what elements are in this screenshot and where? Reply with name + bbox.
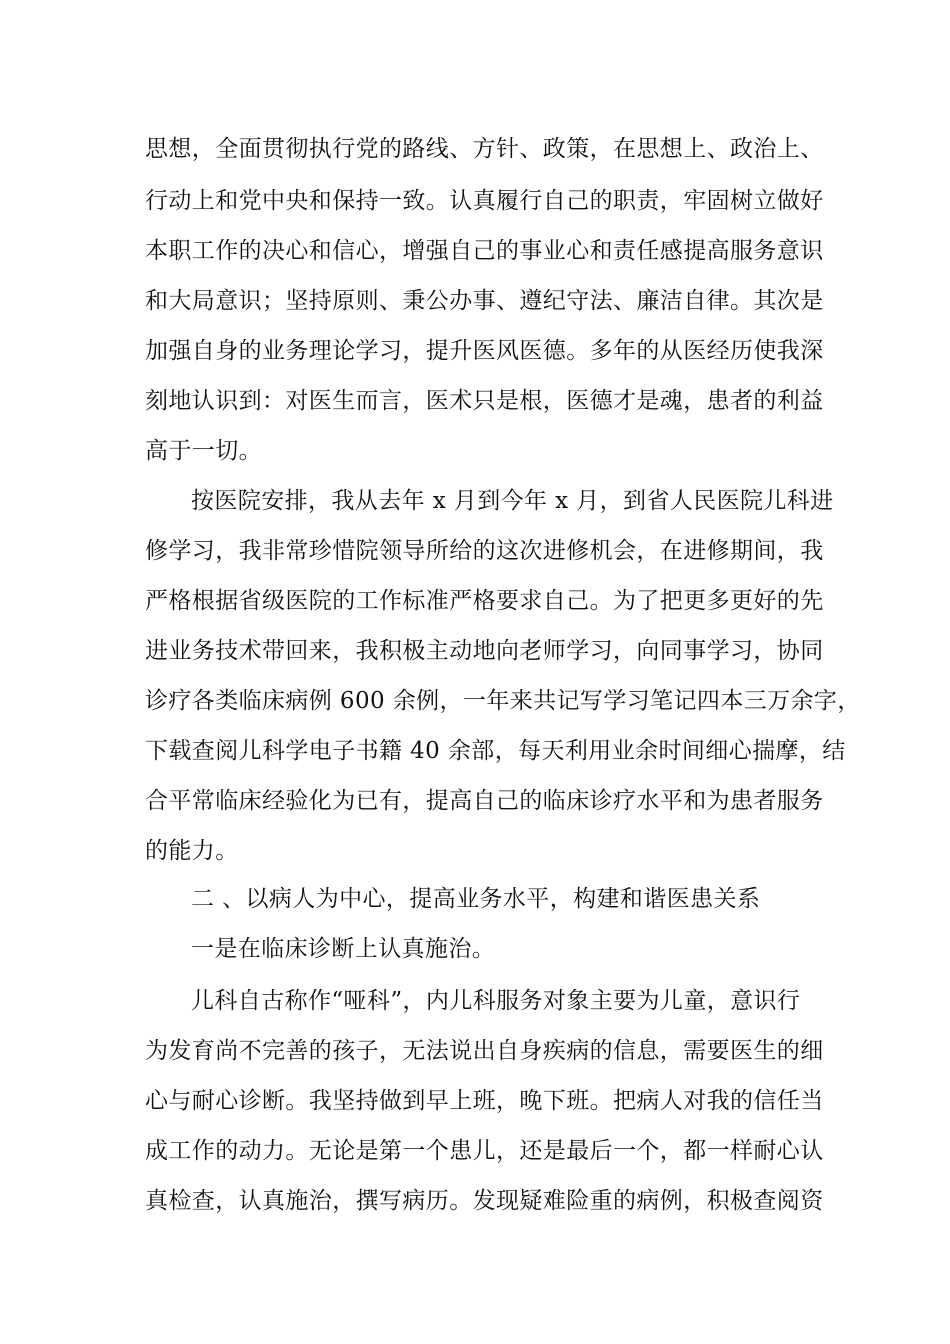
text-line: 高于一切。 <box>145 438 262 464</box>
text-line: 的能力。 <box>145 838 239 864</box>
text-line: 成工作的动力。无论是第一个患儿，还是最后一个，都一样耐心认 <box>145 1138 824 1164</box>
text-line: 下载查阅儿科学电子书籍 40 余部，每天利用业余时间细心揣摩，结 <box>145 738 846 764</box>
text-line: 为发育尚不完善的孩子，无法说出自身疾病的信息，需要医生的细 <box>145 1038 824 1064</box>
text-line: 诊疗各类临床病例 600 余例，一年来共记写学习笔记四本三万余字， <box>145 688 861 714</box>
text-line: 儿科自古称作“哑科”，内儿科服务对象主要为儿童，意识行 <box>191 988 801 1014</box>
text-line: 本职工作的决心和信心，增强自己的事业心和责任感提高服务意识 <box>145 238 824 264</box>
text-line: 刻地认识到：对医生而言，医术只是根，医德才是魂，患者的利益 <box>145 388 824 414</box>
section-heading: 二 、以病人为中心，提高业务水平，构建和谐医患关系 <box>191 886 761 912</box>
text-line: 合平常临床经验化为已有，提高自己的临床诊疗水平和为患者服务 <box>145 788 824 814</box>
text-line: 思想，全面贯彻执行党的路线、方针、政策，在思想上、政治上、 <box>145 136 824 162</box>
text-line: 行动上和党中央和保持一致。认真履行自己的职责，牢固树立做好 <box>145 188 824 214</box>
text-line: 进业务技术带回来，我积极主动地向老师学习，向同事学习，协同 <box>145 638 824 664</box>
text-line: 加强自身的业务理论学习，提升医风医德。多年的从医经历使我深 <box>145 338 824 364</box>
text-line: 心与耐心诊断。我坚持做到早上班，晚下班。把病人对我的信任当 <box>145 1088 824 1114</box>
text-line: 修学习，我非常珍惜院领导所给的这次进修机会，在进修期间，我 <box>145 538 824 564</box>
text-line: 严格根据省级医院的工作标准严格要求自己。为了把更多更好的先 <box>145 588 824 614</box>
text-line: 和大局意识；坚持原则、秉公办事、遵纪守法、廉洁自律。其次是 <box>145 288 824 314</box>
text-line: 真检查，认真施治，撰写病历。发现疑难险重的病例，积极查阅资 <box>145 1188 824 1214</box>
text-line: 一是在临床诊断上认真施治。 <box>191 936 496 962</box>
text-line: 按医院安排，我从去年 x 月到今年 x 月，到省人民医院儿科进 <box>191 488 834 514</box>
